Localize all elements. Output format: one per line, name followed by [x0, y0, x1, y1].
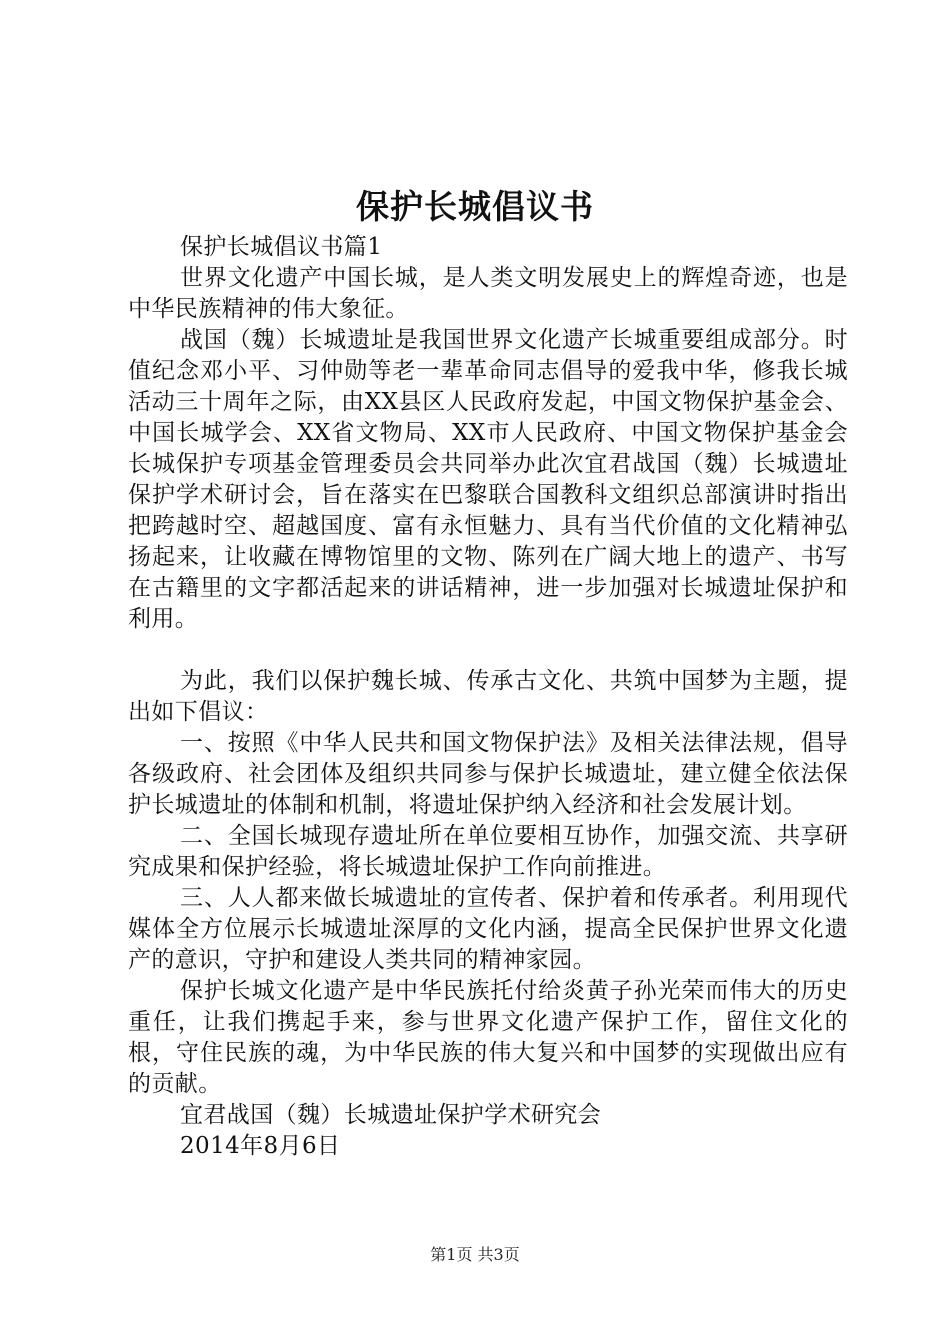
intro-paragraph: 世界文化遗产中国长城，是人类文明发展史上的辉煌奇迹，也是中华民族精神的伟大象征。 [128, 265, 848, 322]
document-body [128, 232, 848, 1162]
proposal-item-1: 一、按照《中华人民共和国文物保护法》及相关法律法规，倡导各级政府、社会团体及组织共同参与保护长城遗址，建立健全依法保护长城遗址的体制和机制，将遗址保护纳入经济和社会发展计划。 [128, 730, 848, 818]
document-title: 保护长城倡议书 [356, 187, 594, 226]
closing-paragraph: 保护长城文化遗产是中华民族托付给炎黄子孙光荣而伟大的历史重任，让我们携起手来，参与世界文化遗产保护工作，留住文化的根，守住民族的魂，为中华民族的伟大复兴和中国梦的实现做出应有的贡献。 [128, 978, 848, 1097]
theme-paragraph: 为此，我们以保护魏长城、传承古文化、共筑中国梦为主题，提出如下倡议： [128, 668, 848, 725]
background-paragraph: 战国（魏）长城遗址是我国世界文化遗产长城重要组成部分。时值纪念邓小平、习仲勋等老一辈革命同志倡导的爱我中华，修我长城活动三十周年之际，由XX县区人民政府发起，中国文物保护基金会、中国长城学会、XX省文物局、XX市人民政府、中国文物保护基金会长城保护专项基金管理委员会共同举办此次宜君战国（魏）长城遗址保护学术研讨会，旨在落实在巴黎联合国教科文组织总部演讲时指出把跨越时空、超越国度、富有永恒魅力、具有当代价值的文化精神弘扬起来，让收藏在博物馆里的文物、陈列在广阔大地上的遗产、书写在古籍里的文字都活起来的讲话精神，进一步加强对长城遗址保护和利用。 [128, 327, 848, 632]
proposal-item-3: 三、人人都来做长城遗址的宣传者、保护着和传承者。利用现代媒体全方位展示长城遗址深厚的文化内涵，提高全民保护世界文化遗产的意识，守护和建设人类共同的精神家园。 [128, 885, 848, 973]
signature-date: 2014年8月6日 [180, 1133, 341, 1159]
signature-organization: 宜君战国（魏）长城遗址保护学术研究会 [180, 1102, 602, 1128]
section-heading: 保护长城倡议书篇1 [180, 234, 383, 260]
proposal-item-2: 二、全国长城现存遗址所在单位要相互协作，加强交流、共享研究成果和保护经验，将长城遗址保护工作向前推进。 [128, 823, 848, 880]
page-indicator: 第1页 共3页 [430, 1245, 520, 1264]
